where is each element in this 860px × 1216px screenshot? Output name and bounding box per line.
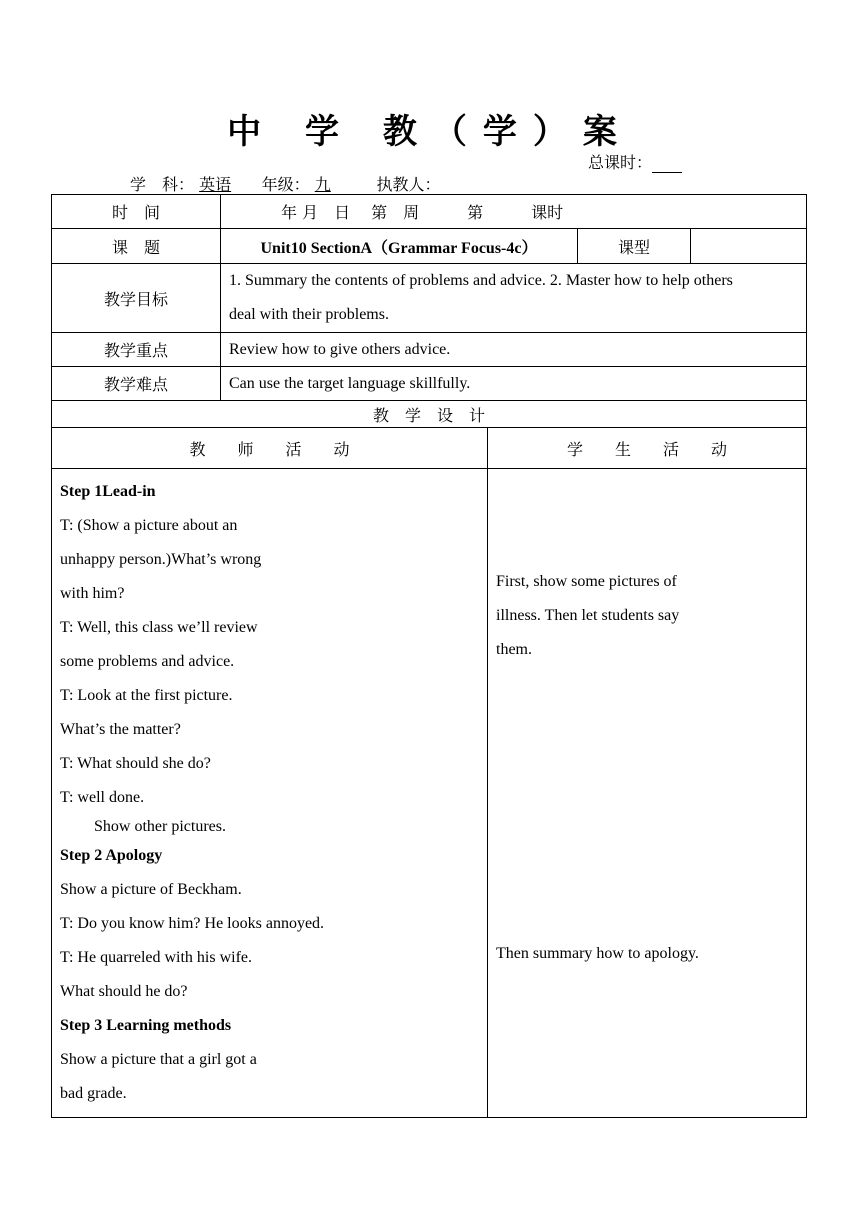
design-header: 教 学 设 计 <box>52 401 807 428</box>
step1-line: T: Well, this class we’ll review <box>60 619 258 636</box>
row-difficult-points <box>52 367 807 401</box>
page-title: 中 学 教（学）案 <box>227 112 633 152</box>
step1-line: T: What should she do? <box>60 755 211 772</box>
subject-label: 学 科： <box>130 175 195 194</box>
objectives-line-2: deal with their problems. <box>229 306 389 323</box>
teacher-blank <box>441 180 545 195</box>
step1-line: T: well done. <box>60 789 145 806</box>
row-design <box>52 401 807 428</box>
type-value <box>691 229 807 264</box>
row-key-points <box>52 333 807 367</box>
student-line: Then summary how to apology. <box>496 945 699 962</box>
step3-line: bad grade. <box>60 1085 127 1102</box>
objectives-label: 教学目标 <box>52 264 221 333</box>
lesson-meta <box>130 172 545 195</box>
teacher-activity-header: 教 师 活 动 <box>52 428 488 469</box>
objectives-value <box>221 264 807 333</box>
student-activity-header: 学 生 活 动 <box>488 428 807 469</box>
student-line: illness. Then let students say <box>496 607 680 624</box>
difficult-points-value: Can use the target language skillfully. <box>221 367 807 401</box>
step2-title: Step 2 Apology <box>60 847 163 864</box>
student-activities <box>488 469 807 1118</box>
topic-label: 课 题 <box>52 229 221 264</box>
lesson-plan-table <box>51 194 807 1118</box>
total-hours-label: 总课时： <box>588 153 653 172</box>
row-time <box>52 195 807 229</box>
row-objectives <box>52 264 807 333</box>
step2-line: Show a picture of Beckham. <box>60 881 242 898</box>
grade-value: 九 <box>314 175 331 194</box>
student-line: them. <box>496 641 532 658</box>
step1-line: with him? <box>60 585 125 602</box>
row-activity-headers <box>52 428 807 469</box>
row-activities <box>52 469 807 1118</box>
step3-title: Step 3 Learning methods <box>60 1017 232 1034</box>
step1-line: unhappy person.)What’s wrong <box>60 551 262 568</box>
student-block-1 <box>496 565 798 667</box>
step1-line: some problems and advice. <box>60 653 235 670</box>
step1-indent-line: Show other pictures. <box>94 818 226 835</box>
step2-line: What should he do? <box>60 983 188 1000</box>
topic-value: Unit10 SectionA（Grammar Focus-4c） <box>221 229 578 264</box>
teacher-activities <box>52 469 488 1118</box>
difficult-points-label: 教学难点 <box>52 367 221 401</box>
time-label: 时 间 <box>52 195 221 229</box>
time-value: 年 月 日 第 周 第 课时 <box>221 195 807 229</box>
type-label: 课型 <box>578 229 691 264</box>
grade-label: 年级： <box>261 175 310 194</box>
total-hours-blank <box>652 158 682 173</box>
key-points-value: Review how to give others advice. <box>221 333 807 367</box>
total-hours <box>588 150 682 173</box>
step1-line: T: Look at the first picture. <box>60 687 233 704</box>
step2-line: T: Do you know him? He looks annoyed. <box>60 915 325 932</box>
student-block-2 <box>496 937 798 971</box>
step3-line: Show a picture that a girl got a <box>60 1051 257 1068</box>
key-points-label: 教学重点 <box>52 333 221 367</box>
step1-line: T: (Show a picture about an <box>60 517 238 534</box>
step2-line: T: He quarreled with his wife. <box>60 949 253 966</box>
student-line: First, show some pictures of <box>496 573 677 590</box>
teacher-label: 执教人： <box>376 175 441 194</box>
subject-value: 英语 <box>199 175 232 194</box>
step1-title: Step 1Lead-in <box>60 483 156 500</box>
row-topic <box>52 229 807 264</box>
objectives-line-1: 1. Summary the contents of problems and advice. 2. Master how to help others <box>229 272 733 289</box>
step1-line: What’s the matter? <box>60 721 181 738</box>
